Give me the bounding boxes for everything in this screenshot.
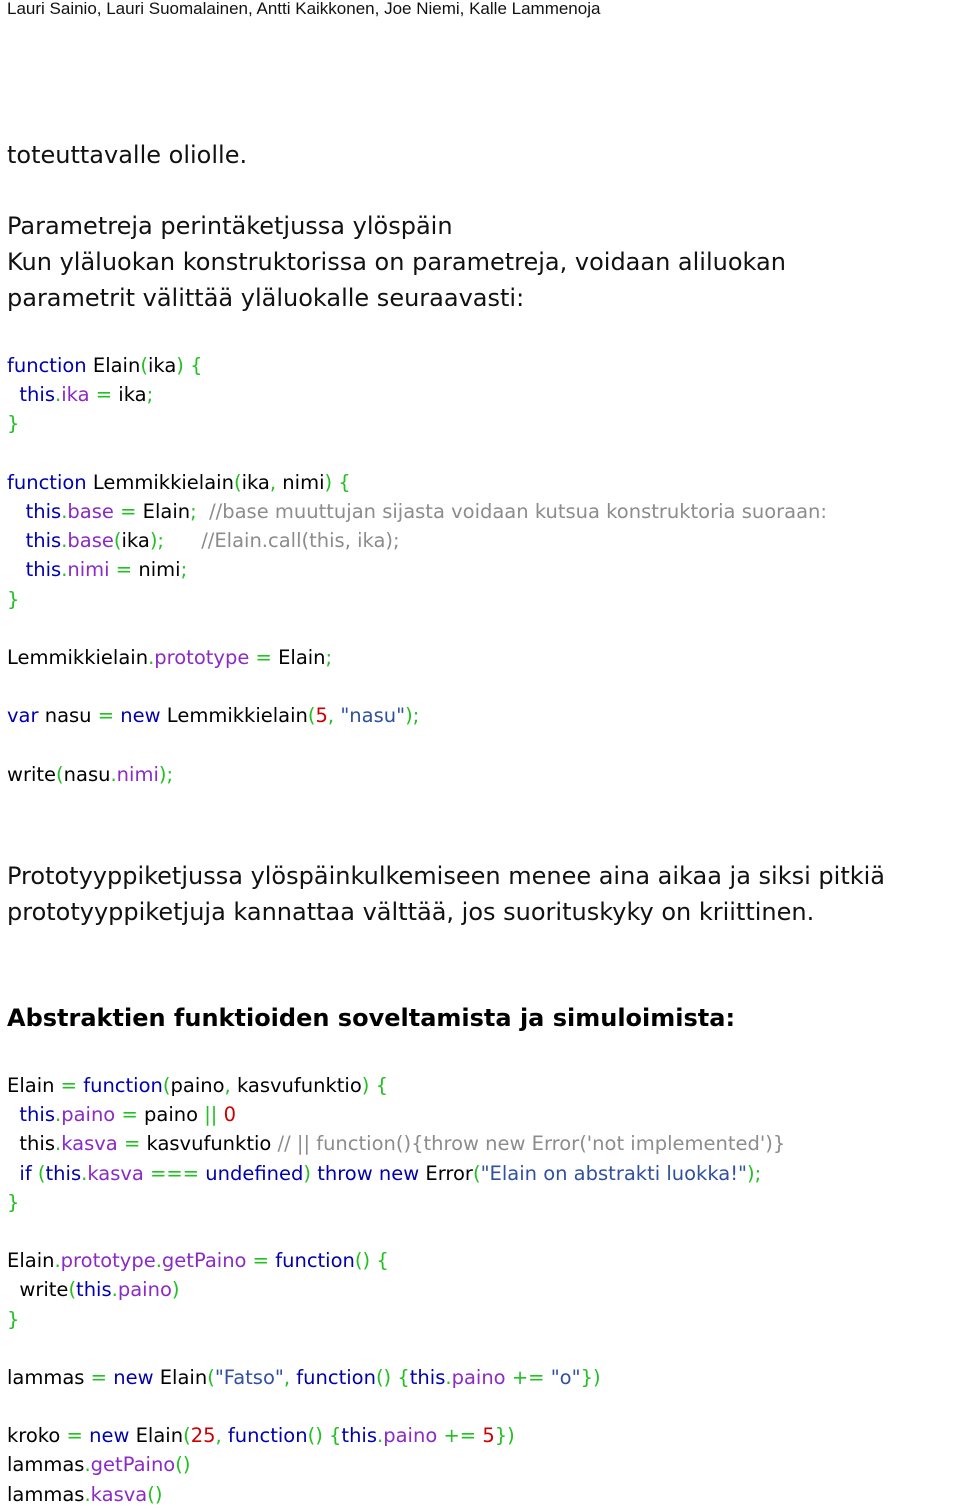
code-token: } xyxy=(7,587,20,611)
code-token: if xyxy=(19,1161,32,1185)
section-title-parameters: Parametreja perintäketjussa ylöspäin xyxy=(7,212,453,240)
code-token: ); xyxy=(149,529,165,553)
code-line xyxy=(7,351,827,380)
code-token: . xyxy=(111,1278,118,1302)
code-block-abstract-example xyxy=(7,1071,785,1509)
code-token: ( xyxy=(140,354,148,377)
code-token: = xyxy=(66,1424,90,1448)
code-token: this xyxy=(76,1278,112,1302)
code-token: , xyxy=(327,704,341,728)
code-line xyxy=(7,409,827,438)
code-token: ) { xyxy=(324,470,351,494)
code-line xyxy=(7,614,827,643)
code-token: Elain xyxy=(153,1365,208,1389)
code-token: Elain xyxy=(278,645,326,669)
code-token: //Elain.call(this, ika); xyxy=(164,529,400,553)
code-line xyxy=(7,555,827,584)
code-token: Lemmikkielain xyxy=(160,704,308,728)
code-line xyxy=(7,1071,785,1100)
code-token: () { xyxy=(307,1424,342,1448)
code-token: ); xyxy=(158,762,174,786)
code-token: lammas xyxy=(7,1453,85,1477)
code-token: = xyxy=(113,499,143,523)
code-token: . xyxy=(148,645,155,669)
code-token: write xyxy=(7,762,57,786)
code-token: , xyxy=(224,1074,237,1097)
code-line xyxy=(7,730,827,759)
code-token: . xyxy=(155,1249,162,1273)
code-line xyxy=(7,701,827,730)
code-token: } xyxy=(7,412,20,436)
code-token: // || function(){throw new Error('not implemented')} xyxy=(277,1132,786,1156)
code-line xyxy=(7,1129,785,1158)
code-token: new xyxy=(120,704,161,728)
code-token: () xyxy=(175,1453,191,1477)
code-token: this xyxy=(25,529,62,553)
code-token: ) { xyxy=(361,1074,388,1097)
code-token: Lemmikkielain xyxy=(86,470,234,494)
code-token: function xyxy=(227,1424,308,1448)
code-token: this xyxy=(19,1103,55,1127)
code-token: ) { xyxy=(176,354,203,377)
paragraph-line: Prototyyppiketjussa ylöspäinkulkemiseen menee aina aikaa ja siksi pitkiä xyxy=(7,862,886,890)
code-line xyxy=(7,1392,785,1421)
code-line xyxy=(7,1217,785,1246)
code-token: = xyxy=(109,558,139,582)
document-header-authors: Lauri Sainio, Lauri Suomalainen, Antti Kaikkonen, Joe Niemi, Kalle Lammenoja xyxy=(7,0,601,18)
code-token: new xyxy=(378,1161,420,1185)
code-token: nimi xyxy=(282,470,325,494)
code-token: ( xyxy=(56,762,64,786)
code-token: "o" xyxy=(550,1365,581,1389)
code-token: ika xyxy=(121,529,150,553)
code-token: this xyxy=(341,1424,378,1448)
code-token: . xyxy=(55,1103,62,1127)
code-token: = xyxy=(117,1132,147,1156)
code-line xyxy=(7,468,827,497)
code-token: ; xyxy=(180,558,188,582)
code-token: 25 xyxy=(190,1424,216,1448)
code-line xyxy=(7,1334,785,1363)
code-token: this xyxy=(7,1132,55,1156)
code-token: ; xyxy=(325,645,333,669)
code-line xyxy=(7,1421,785,1450)
code-token: () { xyxy=(375,1365,410,1389)
code-token: ( xyxy=(183,1424,191,1448)
code-token: } xyxy=(7,1190,20,1214)
intro-fragment: toteuttavalle oliolle. xyxy=(7,141,248,169)
code-token: prototype xyxy=(60,1249,156,1273)
code-token: kasva xyxy=(61,1132,118,1156)
code-token: kasvufunktio xyxy=(146,1132,278,1156)
code-token: paino xyxy=(170,1074,225,1097)
code-token: () { xyxy=(354,1249,389,1273)
code-token: kroko xyxy=(7,1424,67,1448)
code-token: function xyxy=(7,354,87,377)
code-token: 0 xyxy=(223,1103,236,1127)
paragraph-line: Kun yläluokan konstruktorissa on parametreja, voidaan aliluokan xyxy=(7,248,786,276)
code-line xyxy=(7,439,827,468)
code-token: . xyxy=(110,762,117,786)
code-line xyxy=(7,760,827,789)
code-token: this xyxy=(409,1365,446,1389)
code-token: nimi xyxy=(116,762,159,786)
code-token: prototype xyxy=(154,645,250,669)
code-line xyxy=(7,380,827,409)
code-token: var xyxy=(7,704,39,728)
code-token: base xyxy=(67,529,114,553)
code-token: = xyxy=(115,1103,144,1127)
code-token: , xyxy=(269,470,283,494)
code-token: , xyxy=(215,1424,228,1448)
code-token: ( xyxy=(233,470,242,494)
code-line xyxy=(7,1275,785,1304)
code-token: this xyxy=(25,499,62,523)
code-token: . xyxy=(54,1132,62,1156)
code-token: 5 xyxy=(482,1424,495,1448)
section-heading-abstract-functions: Abstraktien funktioiden soveltamista ja simuloimista: xyxy=(7,1004,736,1032)
code-token: kasva xyxy=(90,1482,148,1506)
code-token: ); xyxy=(747,1161,762,1185)
code-token: . xyxy=(61,558,68,582)
code-token: ika xyxy=(118,383,147,407)
code-token: += xyxy=(505,1365,551,1389)
code-block-inheritance-example xyxy=(7,351,827,789)
code-token xyxy=(7,1103,19,1126)
code-token: new xyxy=(113,1365,154,1389)
code-token xyxy=(7,529,26,552)
code-token: function xyxy=(7,470,87,494)
code-line xyxy=(7,643,827,672)
code-token: this xyxy=(19,383,55,407)
code-token: = xyxy=(97,704,121,728)
code-token: . xyxy=(377,1424,384,1448)
code-token: ); xyxy=(405,704,420,728)
code-line xyxy=(7,1480,785,1509)
code-line xyxy=(7,1188,785,1217)
paragraph-line: prototyyppiketjuja kannattaa välttää, jos suorituskyky on kriittinen. xyxy=(7,898,815,926)
code-token: . xyxy=(55,383,62,407)
code-token: . xyxy=(81,1161,88,1185)
code-token: . xyxy=(84,1453,91,1477)
code-token: kasvufunktio xyxy=(236,1074,362,1097)
code-line xyxy=(7,497,827,526)
code-token: . xyxy=(61,529,68,553)
code-token: nasu xyxy=(63,762,111,786)
code-token: , xyxy=(283,1365,297,1389)
paragraph-line: parametrit välittää yläluokalle seuraavasti: xyxy=(7,284,525,312)
code-token: nimi xyxy=(138,558,181,582)
code-token: getPaino xyxy=(90,1453,176,1477)
code-token: paino xyxy=(117,1278,172,1302)
code-token: throw xyxy=(317,1161,373,1185)
code-token: = xyxy=(60,1074,84,1097)
code-token: paino xyxy=(61,1103,116,1127)
code-token: nimi xyxy=(67,558,110,582)
code-token: nasu xyxy=(38,704,98,728)
code-token: }) xyxy=(580,1365,601,1389)
code-token: . xyxy=(84,1482,91,1506)
code-token: lammas xyxy=(7,1482,85,1506)
code-token: Elain xyxy=(129,1424,184,1448)
code-token: Elain xyxy=(7,1249,55,1273)
code-token: paino xyxy=(451,1365,506,1389)
code-token: kasva xyxy=(87,1161,144,1185)
code-token: ) xyxy=(303,1161,318,1185)
code-token: ( xyxy=(472,1161,481,1185)
code-token: ( xyxy=(113,529,122,553)
code-token: paino xyxy=(144,1103,205,1127)
code-line xyxy=(7,1159,785,1188)
code-line xyxy=(7,1246,785,1275)
code-token: new xyxy=(89,1424,130,1448)
code-token xyxy=(7,500,26,523)
code-line xyxy=(7,672,827,701)
code-token: . xyxy=(54,1249,61,1273)
code-line xyxy=(7,526,827,555)
code-token: ( xyxy=(307,704,316,728)
code-line xyxy=(7,585,827,614)
code-token: = xyxy=(246,1249,276,1273)
code-token: ika xyxy=(241,470,270,494)
code-line xyxy=(7,1305,785,1334)
code-token: += xyxy=(437,1424,483,1448)
code-token: undefined xyxy=(205,1161,304,1185)
code-line xyxy=(7,1100,785,1129)
code-token: ika xyxy=(61,383,90,407)
code-token: Error xyxy=(419,1161,473,1185)
code-token xyxy=(7,383,19,406)
code-token: === xyxy=(143,1161,206,1185)
code-token: Lemmikkielain xyxy=(7,645,149,669)
code-token: } xyxy=(7,1307,20,1331)
code-token: //base muuttujan sijasta voidaan kutsua konstruktoria suoraan: xyxy=(196,499,827,523)
code-token: function xyxy=(275,1249,355,1273)
code-token: = xyxy=(90,1365,114,1389)
code-token: function xyxy=(83,1074,163,1097)
code-token: "Elain on abstrakti luokka!" xyxy=(480,1161,748,1185)
code-token: ; xyxy=(146,383,154,407)
code-token: }) xyxy=(494,1424,515,1448)
code-token: lammas xyxy=(7,1365,91,1389)
code-token: 5 xyxy=(315,704,328,728)
code-token xyxy=(7,1162,19,1185)
code-line xyxy=(7,1363,785,1392)
code-token xyxy=(7,558,26,581)
code-token: ( xyxy=(207,1365,215,1389)
code-token: () xyxy=(147,1482,163,1506)
code-token: function xyxy=(296,1365,376,1389)
code-token: ( xyxy=(31,1161,46,1185)
code-line xyxy=(7,1450,785,1479)
code-token: = xyxy=(89,383,119,407)
code-token: this xyxy=(25,558,62,582)
code-token: Elain xyxy=(142,499,191,523)
code-token: "nasu" xyxy=(340,704,406,728)
code-token: Elain xyxy=(86,354,141,377)
code-token: base xyxy=(67,499,114,523)
code-token: . xyxy=(61,499,68,523)
code-token: = xyxy=(249,645,279,669)
code-token: ; xyxy=(190,499,197,523)
code-token: this xyxy=(45,1161,82,1185)
code-token: . xyxy=(445,1365,452,1389)
code-token: paino xyxy=(383,1424,438,1448)
code-token: ika xyxy=(147,354,177,377)
code-token: write xyxy=(7,1278,69,1302)
code-token: "Fatso" xyxy=(214,1365,284,1389)
code-token: || xyxy=(204,1103,224,1127)
code-token: ) xyxy=(171,1278,180,1302)
code-token: getPaino xyxy=(161,1249,247,1273)
code-token: ( xyxy=(162,1074,171,1097)
code-token: Elain xyxy=(7,1074,61,1097)
code-token: ( xyxy=(68,1278,77,1302)
